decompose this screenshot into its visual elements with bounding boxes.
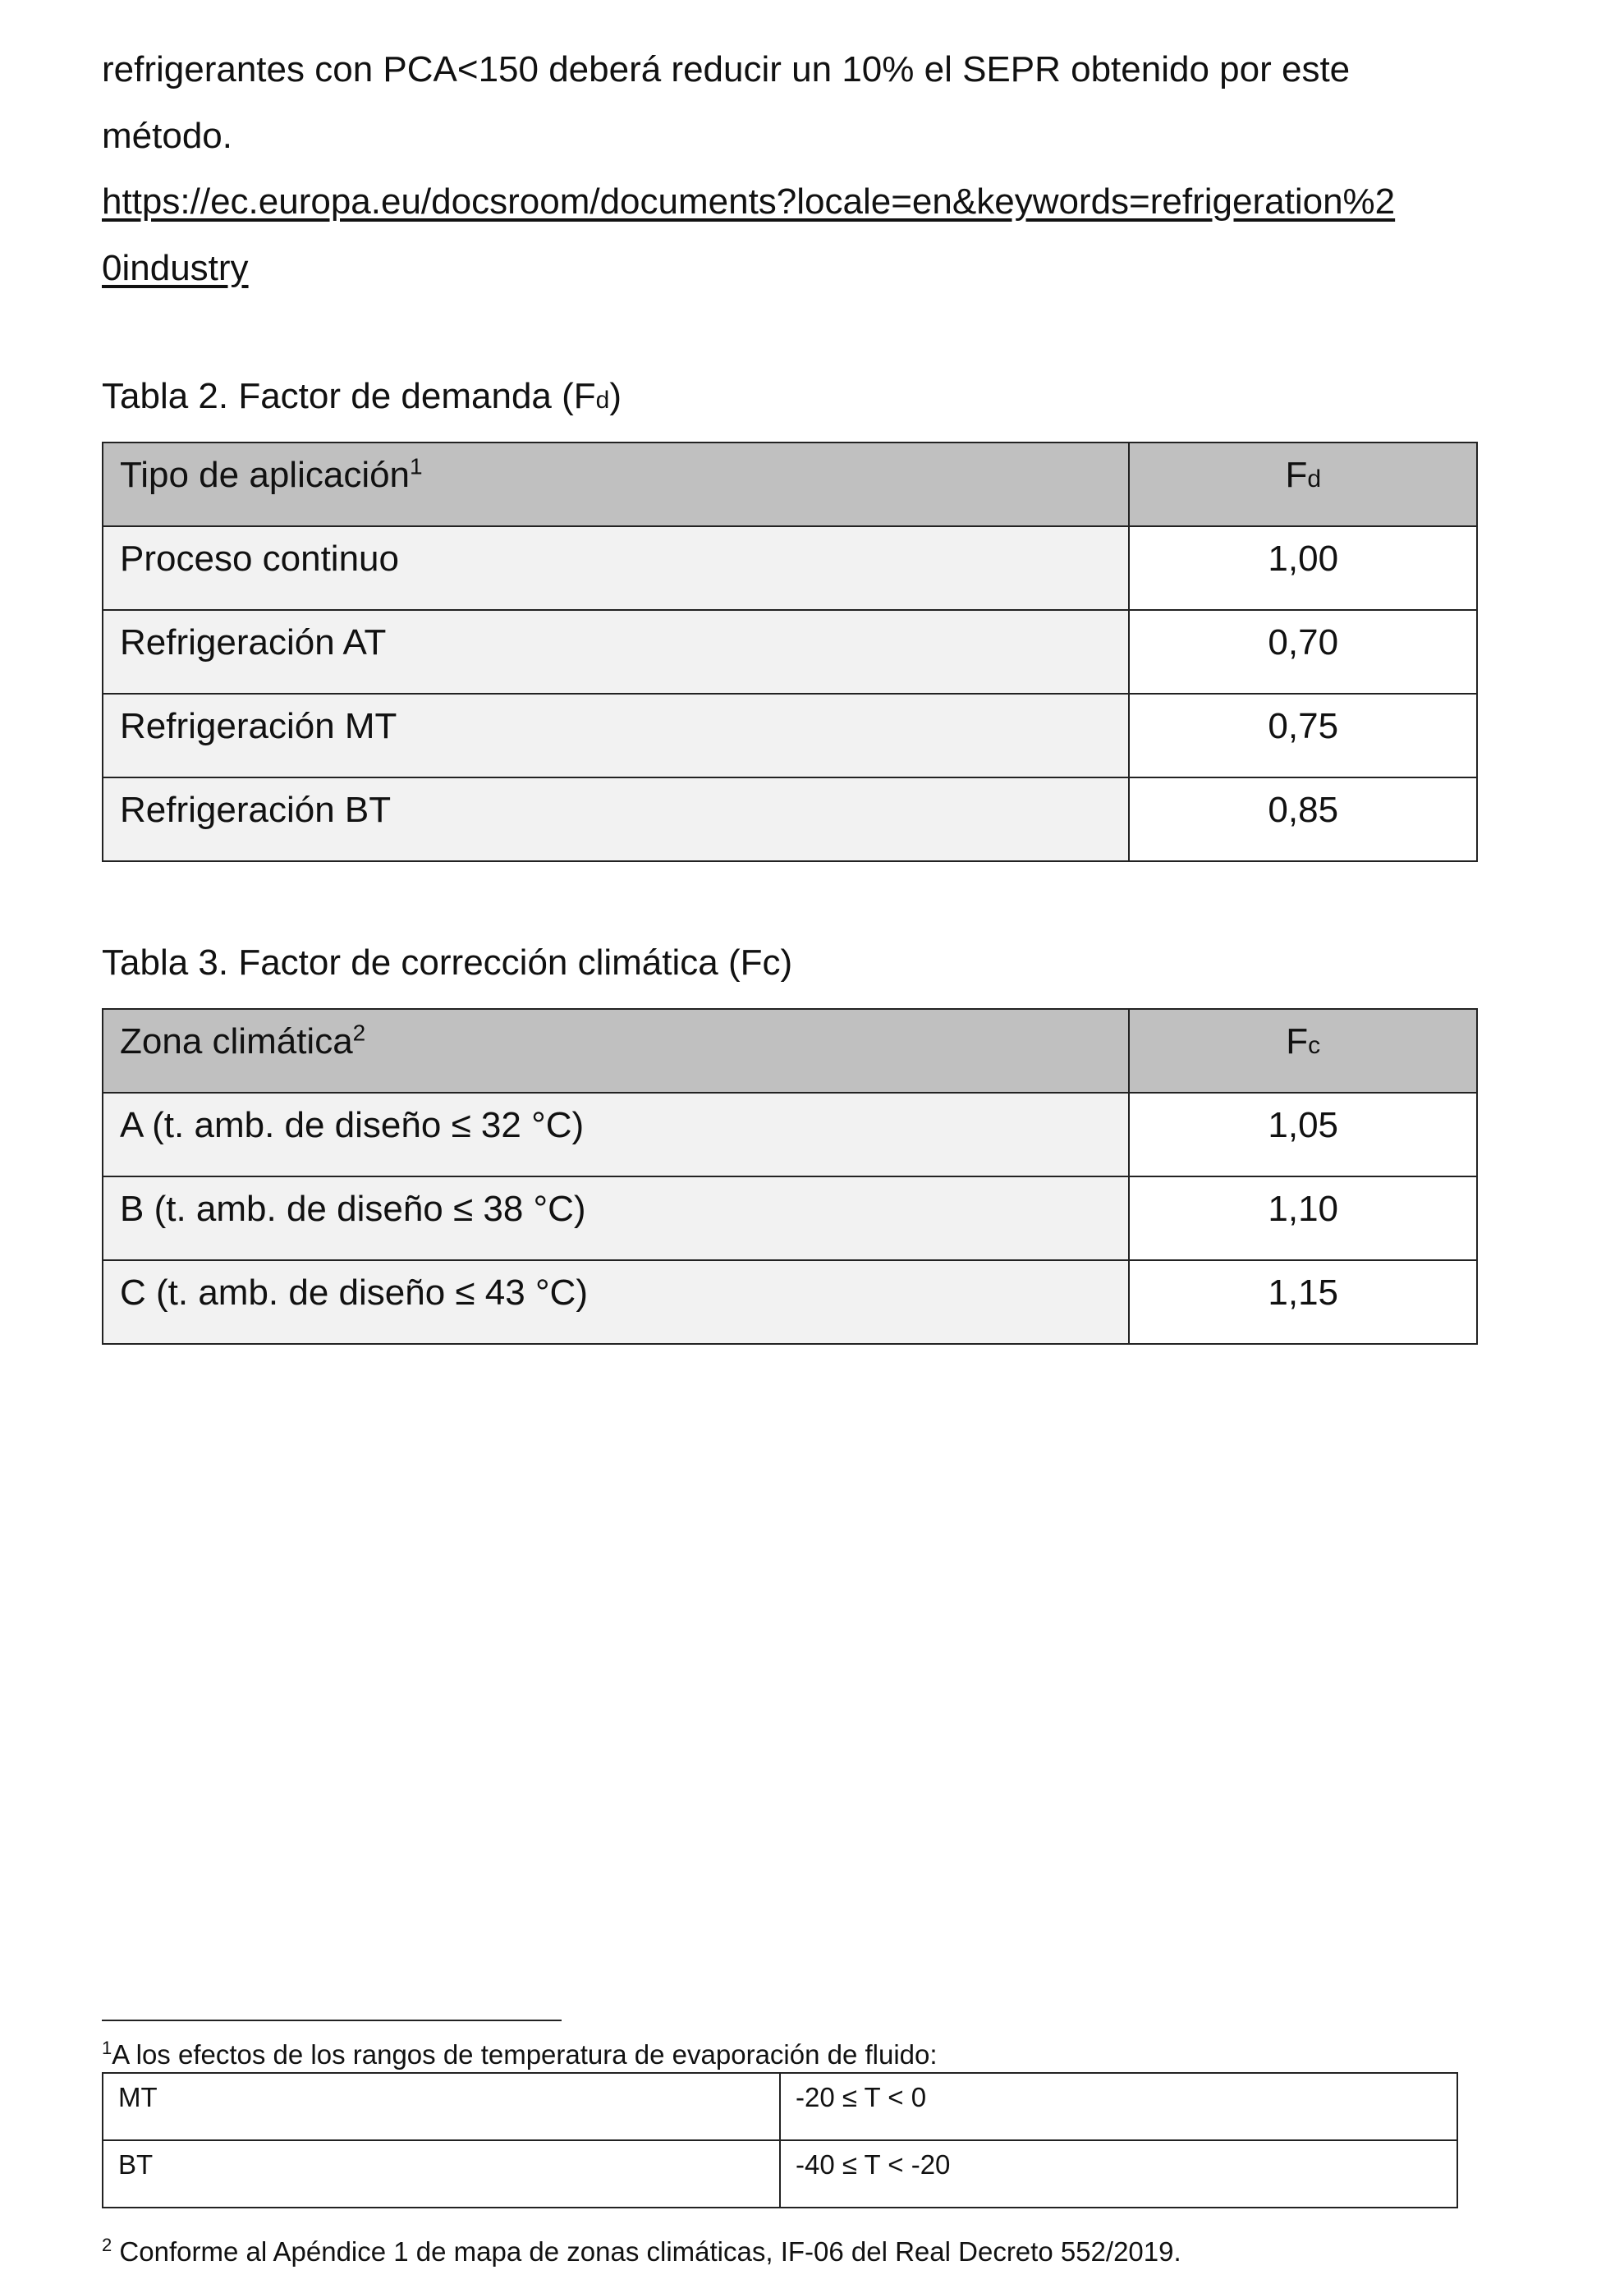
- table3-header-zone: [103, 1009, 1129, 1093]
- intro-line-1: refrigerantes con PCA<150 deberá reducir un 10% el SEPR obtenido por este: [102, 49, 1351, 89]
- table-row: [103, 1093, 1477, 1176]
- table-row: [103, 2073, 1457, 2140]
- table3-caption: Tabla 3. Factor de corrección climática (Fc): [102, 942, 793, 983]
- table3-row-value: 1,15: [1129, 1260, 1477, 1344]
- table-row: [103, 1176, 1477, 1260]
- table-row: [103, 1260, 1477, 1344]
- table3-climate-factor: [102, 1008, 1478, 1345]
- table2-row-label: Proceso continuo: [103, 526, 1129, 610]
- intro-line-2: método.: [102, 116, 232, 156]
- table3-header-row: [103, 1009, 1477, 1093]
- table-row: [103, 777, 1477, 861]
- table2-row-label: Refrigeración AT: [103, 610, 1129, 694]
- footnote-1-text: A los efectos de los rangos de temperatura de evaporación de fluido:: [112, 2039, 938, 2070]
- table2-header-fd-main: F: [1285, 455, 1308, 495]
- table3-row-label: A (t. amb. de diseño ≤ 32 °C): [103, 1093, 1129, 1176]
- table-row: [103, 2140, 1457, 2208]
- range-value: -20 ≤ T < 0: [780, 2073, 1457, 2140]
- table2-row-value: 0,75: [1129, 694, 1477, 777]
- reference-link-line-1: https://ec.europa.eu/docsroom/documents?locale=en&keywords=refrigeration%2: [102, 181, 1396, 222]
- table2-row-label: Refrigeración BT: [103, 777, 1129, 861]
- reference-link-block: [102, 168, 1498, 301]
- intro-paragraph: [102, 36, 1478, 169]
- table-row: [103, 526, 1477, 610]
- table2-header-row: [103, 443, 1477, 526]
- range-label: MT: [103, 2073, 780, 2140]
- footnote-2: [102, 2236, 1181, 2268]
- footnote-1-mark: 1: [102, 2038, 112, 2058]
- table2-header-application-text: Tipo de aplicación: [120, 455, 411, 495]
- table2-row-value: 1,00: [1129, 526, 1477, 610]
- table-row: [103, 694, 1477, 777]
- table2-header-fd: [1129, 443, 1477, 526]
- table2-row-value: 0,85: [1129, 777, 1477, 861]
- table-row: [103, 610, 1477, 694]
- table2-demand-factor: [102, 442, 1478, 862]
- table2-caption-close: ): [609, 376, 622, 416]
- table2-header-fd-sub: d: [1307, 465, 1322, 493]
- table2-row-label: Refrigeración MT: [103, 694, 1129, 777]
- table2-row-value: 0,70: [1129, 610, 1477, 694]
- footnote-ref-2: 2: [352, 1020, 366, 1046]
- range-value: -40 ≤ T < -20: [780, 2140, 1457, 2208]
- table3-header-zone-text: Zona climática: [120, 1021, 353, 1062]
- table3-header-fc-main: F: [1286, 1021, 1309, 1062]
- range-label: BT: [103, 2140, 780, 2208]
- footnote-2-text: Conforme al Apéndice 1 de mapa de zonas climáticas, IF-06 del Real Decreto 552/2019.: [112, 2236, 1181, 2267]
- table3-header-fc: [1129, 1009, 1477, 1093]
- table3-header-fc-sub: c: [1308, 1032, 1321, 1059]
- table2-caption: [102, 376, 622, 417]
- table2-header-application: [103, 443, 1129, 526]
- reference-link[interactable]: [102, 181, 1395, 288]
- table3-row-value: 1,10: [1129, 1176, 1477, 1260]
- table2-caption-text: Tabla 2. Factor de demanda (F: [102, 376, 596, 416]
- footnote-separator: [102, 2020, 562, 2021]
- table3-row-value: 1,05: [1129, 1093, 1477, 1176]
- footnote-1: [102, 2039, 938, 2070]
- reference-link-line-2: 0industry: [102, 248, 249, 288]
- table3-row-label: B (t. amb. de diseño ≤ 38 °C): [103, 1176, 1129, 1260]
- table3-row-label: C (t. amb. de diseño ≤ 43 °C): [103, 1260, 1129, 1344]
- footnote-ref-1: 1: [410, 453, 423, 479]
- footnote-2-mark: 2: [102, 2235, 112, 2255]
- table2-caption-subscript: d: [595, 387, 610, 414]
- footnote-1-range-table: [102, 2072, 1458, 2208]
